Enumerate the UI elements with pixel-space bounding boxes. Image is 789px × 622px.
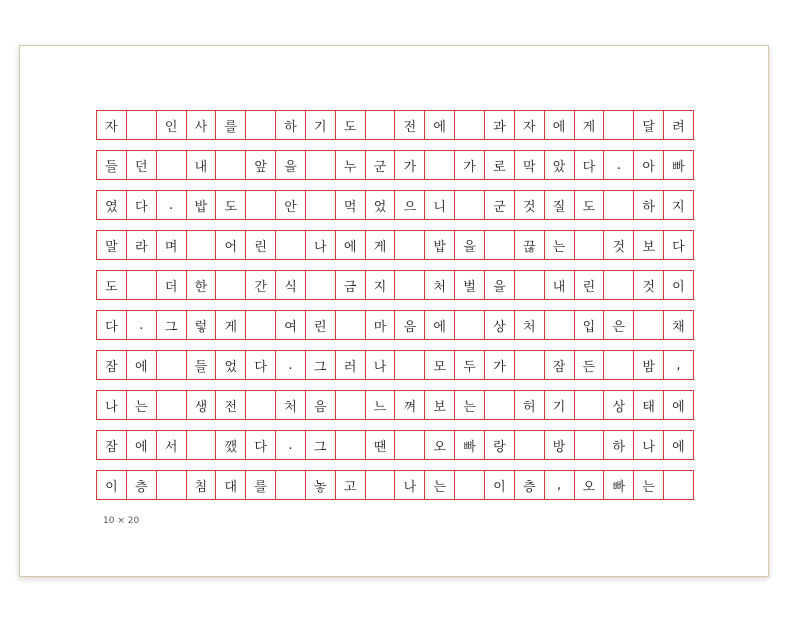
grid-cell — [425, 151, 455, 179]
grid-cell: 두 — [455, 351, 485, 379]
grid-cell: 라 — [127, 231, 157, 259]
grid-cell: 금 — [336, 271, 366, 299]
grid-cell: 에 — [425, 111, 455, 139]
grid-cell: 게 — [366, 231, 396, 259]
grid-cell: . — [276, 431, 306, 459]
grid-cell: 상 — [485, 311, 515, 339]
grid-cell — [485, 231, 515, 259]
grid-cell — [157, 391, 187, 419]
grid-cell — [336, 391, 366, 419]
grid-cell: 서 — [157, 431, 187, 459]
grid-cell: 는 — [455, 391, 485, 419]
grid-cell: 던 — [127, 151, 157, 179]
grid-cell — [545, 311, 575, 339]
grid-cell: 밥 — [425, 231, 455, 259]
grid-cell: 안 — [276, 191, 306, 219]
grid-cell: 오 — [425, 431, 455, 459]
grid-cell: 땐 — [366, 431, 396, 459]
grid-cell: 기 — [545, 391, 575, 419]
grid-cell — [276, 471, 306, 499]
grid-cell: 나 — [634, 431, 664, 459]
grid-cell: 으 — [395, 191, 425, 219]
grid-cell — [246, 111, 276, 139]
grid-cell: 도 — [575, 191, 605, 219]
grid-cell: 도 — [216, 191, 246, 219]
grid-cell: 앞 — [246, 151, 276, 179]
grid-cell: 에 — [545, 111, 575, 139]
grid-cell: 내 — [187, 151, 217, 179]
grid-cell: 보 — [634, 231, 664, 259]
grid-cell: 깼 — [216, 431, 246, 459]
grid-cell: 더 — [157, 271, 187, 299]
grid-cell: 오 — [575, 471, 605, 499]
grid-row — [96, 270, 694, 300]
grid-cell — [455, 311, 485, 339]
grid-cell: 인 — [157, 111, 187, 139]
grid-cell: , — [664, 351, 694, 379]
grid-cell — [306, 271, 336, 299]
grid-row — [96, 350, 694, 380]
grid-cell: 층 — [515, 471, 545, 499]
grid-cell: 든 — [575, 351, 605, 379]
grid-cell — [515, 351, 545, 379]
grid-cell — [306, 151, 336, 179]
grid-cell — [187, 231, 217, 259]
grid-cell: 러 — [336, 351, 366, 379]
grid-cell: 은 — [604, 311, 634, 339]
grid-cell: 것 — [604, 231, 634, 259]
grid-cell: 태 — [634, 391, 664, 419]
grid-cell — [515, 431, 545, 459]
grid-cell: 식 — [276, 271, 306, 299]
grid-cell — [604, 271, 634, 299]
grid-cell — [575, 231, 605, 259]
grid-row — [96, 190, 694, 220]
grid-cell: 빠 — [604, 471, 634, 499]
grid-cell: 잠 — [97, 351, 127, 379]
grid-cell: 음 — [395, 311, 425, 339]
grid-cell — [604, 351, 634, 379]
grid-cell: 먹 — [336, 191, 366, 219]
grid-cell: 들 — [97, 151, 127, 179]
grid-cell: 채 — [664, 311, 694, 339]
manuscript-paper — [19, 45, 769, 577]
grid-cell: 처 — [425, 271, 455, 299]
grid-cell: 다 — [575, 151, 605, 179]
grid-cell: 를 — [216, 111, 246, 139]
grid-cell: 느 — [366, 391, 396, 419]
grid-cell: 전 — [216, 391, 246, 419]
grid-cell: 다 — [246, 351, 276, 379]
grid-size-label: 10 × 20 — [103, 516, 140, 526]
grid-cell: 는 — [634, 471, 664, 499]
grid-cell: 빠 — [664, 151, 694, 179]
grid-cell: 었 — [216, 351, 246, 379]
grid-cell: 아 — [634, 151, 664, 179]
grid-row — [96, 390, 694, 420]
grid-cell: 게 — [575, 111, 605, 139]
grid-cell: 린 — [575, 271, 605, 299]
grid-cell: 나 — [366, 351, 396, 379]
grid-cell — [634, 311, 664, 339]
grid-cell — [187, 431, 217, 459]
grid-cell: 말 — [97, 231, 127, 259]
grid-cell: 었 — [366, 191, 396, 219]
grid-cell: 지 — [664, 191, 694, 219]
grid-cell: 니 — [425, 191, 455, 219]
grid-cell: 이 — [664, 271, 694, 299]
grid-cell: 가 — [395, 151, 425, 179]
grid-cell: 나 — [306, 231, 336, 259]
manuscript-grid — [96, 110, 694, 500]
grid-cell: 가 — [485, 351, 515, 379]
grid-cell: 생 — [187, 391, 217, 419]
grid-cell: 에 — [664, 391, 694, 419]
grid-cell — [575, 431, 605, 459]
grid-cell: 빠 — [455, 431, 485, 459]
grid-cell: 하 — [276, 111, 306, 139]
grid-cell: 것 — [634, 271, 664, 299]
grid-cell: 았 — [545, 151, 575, 179]
grid-cell: 다 — [664, 231, 694, 259]
grid-cell: 을 — [276, 151, 306, 179]
grid-cell: 에 — [664, 431, 694, 459]
grid-cell — [455, 471, 485, 499]
grid-cell: 다 — [246, 431, 276, 459]
grid-cell: 다 — [127, 191, 157, 219]
grid-cell: 놓 — [306, 471, 336, 499]
grid-cell — [276, 231, 306, 259]
grid-cell: 음 — [306, 391, 336, 419]
grid-cell: 어 — [216, 231, 246, 259]
grid-cell: 을 — [455, 231, 485, 259]
grid-cell: 이 — [97, 471, 127, 499]
grid-cell: . — [127, 311, 157, 339]
grid-cell — [366, 471, 396, 499]
grid-cell — [395, 351, 425, 379]
grid-cell: 군 — [366, 151, 396, 179]
grid-cell: 사 — [187, 111, 217, 139]
grid-cell: 전 — [395, 111, 425, 139]
grid-cell — [157, 471, 187, 499]
grid-cell: 에 — [127, 431, 157, 459]
grid-cell: 에 — [336, 231, 366, 259]
grid-cell: 을 — [485, 271, 515, 299]
grid-cell: 랑 — [485, 431, 515, 459]
grid-cell — [127, 271, 157, 299]
grid-cell: 이 — [485, 471, 515, 499]
grid-cell: 밥 — [187, 191, 217, 219]
grid-cell: 내 — [545, 271, 575, 299]
grid-cell — [455, 111, 485, 139]
grid-cell: 였 — [97, 191, 127, 219]
grid-cell: 밤 — [634, 351, 664, 379]
grid-cell — [395, 431, 425, 459]
grid-cell: 벌 — [455, 271, 485, 299]
grid-cell: 군 — [485, 191, 515, 219]
grid-cell: , — [545, 471, 575, 499]
grid-cell — [366, 111, 396, 139]
grid-cell: 잠 — [97, 431, 127, 459]
grid-cell: 에 — [127, 351, 157, 379]
grid-cell: 로 — [485, 151, 515, 179]
grid-cell: 대 — [216, 471, 246, 499]
grid-cell: 도 — [97, 271, 127, 299]
grid-cell: 지 — [366, 271, 396, 299]
grid-cell: 처 — [515, 311, 545, 339]
grid-cell: 과 — [485, 111, 515, 139]
grid-cell: 고 — [336, 471, 366, 499]
grid-cell — [575, 391, 605, 419]
grid-cell: 막 — [515, 151, 545, 179]
grid-cell: 는 — [127, 391, 157, 419]
grid-cell: . — [604, 151, 634, 179]
grid-cell: 도 — [336, 111, 366, 139]
grid-cell: 누 — [336, 151, 366, 179]
grid-cell — [157, 351, 187, 379]
grid-cell: 하 — [604, 431, 634, 459]
grid-cell — [336, 311, 366, 339]
grid-cell: 침 — [187, 471, 217, 499]
grid-cell: 기 — [306, 111, 336, 139]
grid-cell: 층 — [127, 471, 157, 499]
grid-cell: 한 — [187, 271, 217, 299]
grid-cell: 그 — [306, 351, 336, 379]
grid-cell: 처 — [276, 391, 306, 419]
grid-cell: 며 — [157, 231, 187, 259]
grid-row — [96, 470, 694, 500]
grid-cell: 마 — [366, 311, 396, 339]
grid-cell — [604, 191, 634, 219]
grid-cell: 는 — [425, 471, 455, 499]
grid-cell: 하 — [634, 191, 664, 219]
grid-cell: 자 — [97, 111, 127, 139]
grid-cell: 상 — [604, 391, 634, 419]
grid-cell — [246, 191, 276, 219]
grid-cell: 잠 — [545, 351, 575, 379]
grid-cell: 를 — [246, 471, 276, 499]
grid-cell — [216, 151, 246, 179]
grid-cell: 그 — [306, 431, 336, 459]
grid-cell — [604, 111, 634, 139]
grid-cell: 여 — [276, 311, 306, 339]
grid-cell: 린 — [246, 231, 276, 259]
grid-cell: 달 — [634, 111, 664, 139]
grid-cell: 려 — [664, 111, 694, 139]
grid-cell: 나 — [395, 471, 425, 499]
grid-cell: 껴 — [395, 391, 425, 419]
grid-cell — [395, 271, 425, 299]
grid-cell — [306, 191, 336, 219]
grid-row — [96, 310, 694, 340]
grid-cell: 린 — [306, 311, 336, 339]
grid-row — [96, 430, 694, 460]
grid-cell: 끊 — [515, 231, 545, 259]
grid-cell — [515, 271, 545, 299]
grid-row — [96, 150, 694, 180]
grid-cell: 보 — [425, 391, 455, 419]
grid-cell: 질 — [545, 191, 575, 219]
grid-cell: 게 — [216, 311, 246, 339]
grid-row — [96, 230, 694, 260]
grid-cell — [157, 151, 187, 179]
grid-cell: 모 — [425, 351, 455, 379]
grid-cell: 나 — [97, 391, 127, 419]
grid-cell — [336, 431, 366, 459]
grid-cell: 자 — [515, 111, 545, 139]
grid-cell — [395, 231, 425, 259]
grid-cell — [127, 111, 157, 139]
grid-cell: 허 — [515, 391, 545, 419]
grid-cell: 입 — [575, 311, 605, 339]
grid-cell — [246, 311, 276, 339]
grid-cell: 는 — [545, 231, 575, 259]
grid-row — [96, 110, 694, 140]
grid-cell: 가 — [455, 151, 485, 179]
grid-cell: 다 — [97, 311, 127, 339]
grid-cell — [485, 391, 515, 419]
grid-cell — [216, 271, 246, 299]
grid-cell — [455, 191, 485, 219]
grid-cell — [246, 391, 276, 419]
grid-cell: 것 — [515, 191, 545, 219]
grid-cell: 그 — [157, 311, 187, 339]
grid-cell: 에 — [425, 311, 455, 339]
grid-cell: . — [276, 351, 306, 379]
grid-cell: 렇 — [187, 311, 217, 339]
grid-cell: 들 — [187, 351, 217, 379]
grid-cell — [664, 471, 694, 499]
grid-cell: . — [157, 191, 187, 219]
grid-cell: 방 — [545, 431, 575, 459]
grid-cell: 간 — [246, 271, 276, 299]
